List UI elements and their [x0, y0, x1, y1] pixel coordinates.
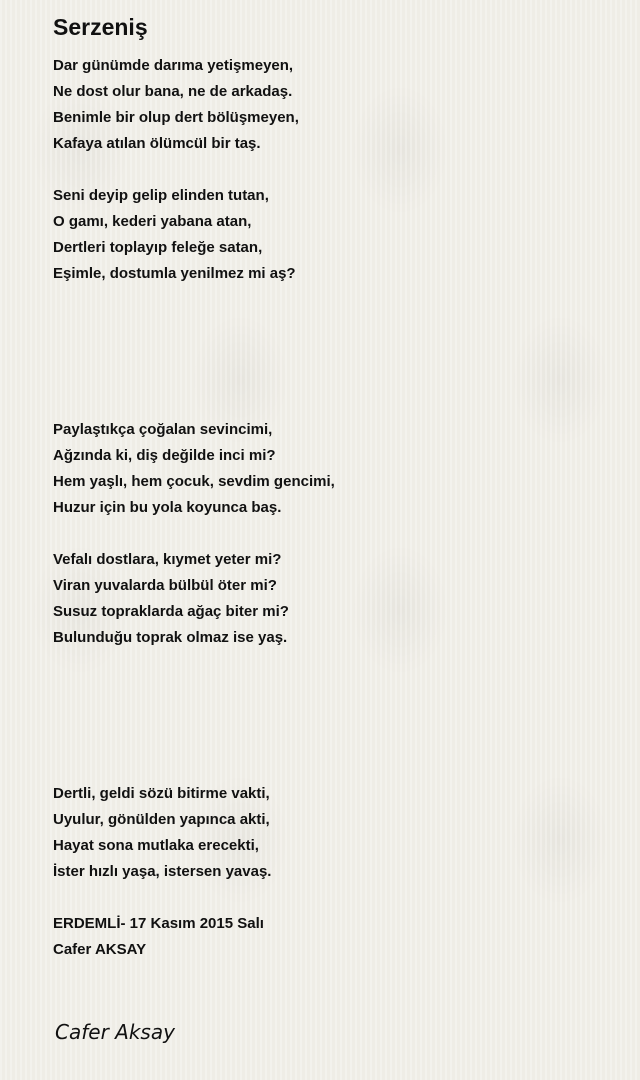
- poem-line: Hayat sona mutlaka erecekti,: [53, 837, 259, 854]
- poem-line: Uyulur, gönülden yapınca akti,: [53, 811, 270, 828]
- poem-date-line: ERDEMLİ- 17 Kasım 2015 Salı: [53, 915, 264, 932]
- poem-line: Susuz topraklarda ağaç biter mi?: [53, 603, 289, 620]
- poem-line: Paylaştıkça çoğalan sevincimi,: [53, 421, 273, 438]
- poem-line: Hem yaşlı, hem çocuk, sevdim gencimi,: [53, 473, 335, 490]
- poem-author-line: Cafer AKSAY: [53, 941, 147, 958]
- poem-line: Dertli, geldi sözü bitirme vakti,: [53, 785, 270, 802]
- stanza-5: [53, 781, 613, 885]
- poem-line: Viran yuvalarda bülbül öter mi?: [53, 577, 277, 594]
- stanza-gap: [53, 157, 613, 183]
- stanza-gap: [53, 521, 613, 547]
- poem-line: Ağzında ki, diş değilde inci mi?: [53, 447, 276, 464]
- stanza-3: [53, 417, 613, 521]
- poem-line: Seni deyip gelip elinden tutan,: [53, 187, 269, 204]
- poem-line: Ne dost olur bana, ne de arkadaş.: [53, 83, 293, 100]
- poem-line: Bulunduğu toprak olmaz ise yaş.: [53, 629, 288, 646]
- poem-line: Benimle bir olup dert bölüşmeyen,: [53, 109, 299, 126]
- poem-line: Eşimle, dostumla yenilmez mi aş?: [53, 265, 296, 282]
- stanza-4: [53, 547, 613, 651]
- poem-body: [53, 53, 613, 963]
- poem-line: Dertleri toplayıp feleğe satan,: [53, 239, 263, 256]
- poem-title: Serzeniş: [53, 14, 148, 40]
- stanza-gap: [53, 651, 613, 781]
- poem-footer: [53, 911, 613, 963]
- stanza-1: [53, 53, 613, 157]
- poem-line: Huzur için bu yola koyunca baş.: [53, 499, 282, 516]
- poem-line: Kafaya atılan ölümcül bir taş.: [53, 135, 261, 152]
- stanza-2: [53, 183, 613, 287]
- poem-line: Dar günümde darıma yetişmeyen,: [53, 57, 294, 74]
- poem-line: Vefalı dostlara, kıymet yeter mi?: [53, 551, 282, 568]
- stanza-gap: [53, 885, 613, 911]
- poem-line: O gamı, kederi yabana atan,: [53, 213, 252, 230]
- stanza-gap: [53, 287, 613, 417]
- poem-line: İster hızlı yaşa, istersen yavaş.: [53, 863, 272, 880]
- author-signature: Cafer Aksay: [55, 1020, 175, 1044]
